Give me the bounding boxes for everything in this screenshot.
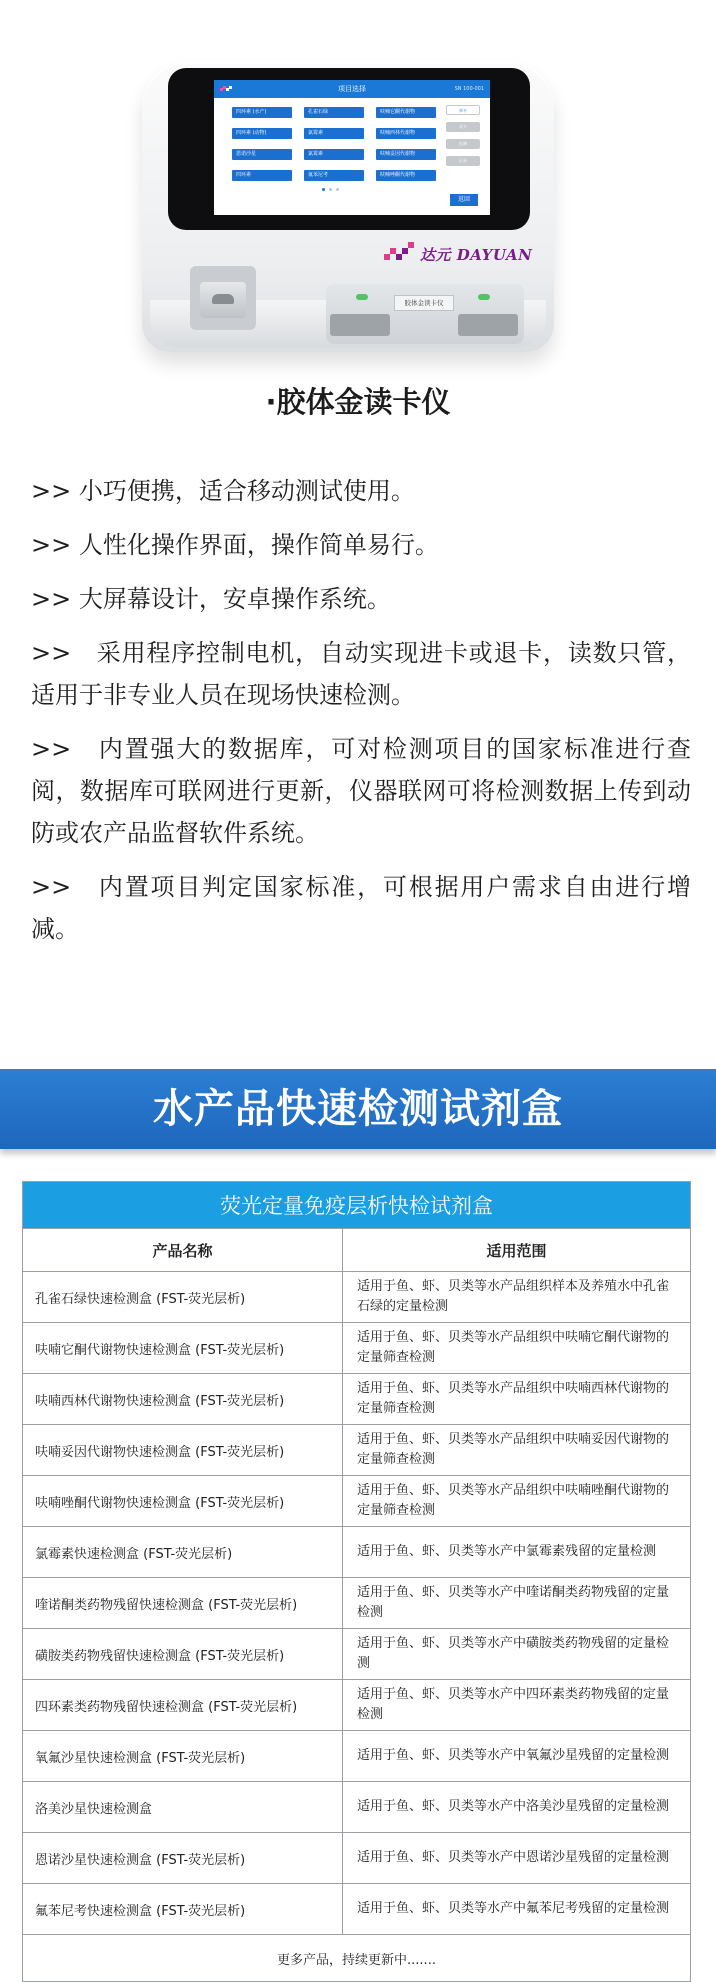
feature-item: >> 大屏幕设计，安卓操作系统。 — [31, 585, 391, 613]
table-row — [23, 1527, 691, 1578]
side-button[interactable]: 记录 — [446, 156, 480, 166]
product-name-cell: 洛美沙星快速检测盒 — [23, 1782, 343, 1833]
scope-cell: 适用于鱼、虾、贝类等水产品组织中呋喃唑酮代谢物的定量筛查检测 — [343, 1476, 691, 1527]
page-dot — [336, 188, 339, 191]
table-title-row — [23, 1182, 691, 1229]
printer-outlet — [212, 294, 234, 304]
table-row — [23, 1374, 691, 1425]
table-row — [23, 1833, 691, 1884]
table-row — [23, 1782, 691, 1833]
status-led-right — [478, 294, 490, 300]
reagent-table — [22, 1181, 691, 1982]
scope-cell: 适用于鱼、虾、贝类等水产中喹诺酮类药物残留的定量检测 — [343, 1578, 691, 1629]
product-name-cell: 四环素类药物残留快速检测盒 (FST-荧光层析) — [23, 1680, 343, 1731]
section-banner: 水产品快速检测试剂盒 — [0, 1069, 716, 1149]
status-led-left — [356, 294, 368, 300]
screen-tile[interactable]: 氯霉素 — [304, 128, 364, 139]
table-row — [23, 1476, 691, 1527]
scope-cell: 适用于鱼、虾、贝类等水产中氯霉素残留的定量检测 — [343, 1527, 691, 1578]
scope-cell: 适用于鱼、虾、贝类等水产中恩诺沙星残留的定量检测 — [343, 1833, 691, 1884]
product-name-cell: 喹诺酮类药物残留快速检测盒 (FST-荧光层析) — [23, 1578, 343, 1629]
product-name-cell: 呋喃它酮代谢物快速检测盒 (FST-荧光层析) — [23, 1323, 343, 1374]
screen-tile[interactable]: 呋喃唑酮代谢物 — [376, 170, 436, 181]
brand-logo-icon — [384, 242, 416, 264]
scope-cell: 适用于鱼、虾、贝类等水产中氟苯尼考残留的定量检测 — [343, 1884, 691, 1935]
more-products-note: 更多产品，持续更新中....... — [23, 1935, 691, 1982]
screen-tile[interactable]: 四环素 (动物) — [232, 128, 292, 139]
product-name-cell: 磺胺类药物残留快速检测盒 (FST-荧光层析) — [23, 1629, 343, 1680]
table-row — [23, 1731, 691, 1782]
table-row — [23, 1323, 691, 1374]
screen-tile[interactable]: 呋喃它酮代谢物 — [376, 107, 436, 118]
side-button[interactable]: 单卡 — [446, 105, 480, 115]
screen-tile-grid — [232, 107, 437, 181]
feature-item: >> 内置强大的数据库，可对检测项目的国家标准进行查阅，数据库可联网进行更新，仪器联网可将检测数据上传到动防或农产品监督软件系统。 — [31, 735, 691, 847]
table-header-row — [23, 1229, 691, 1272]
device-screen — [214, 80, 490, 215]
product-name-cell: 孔雀石绿快速检测盒 (FST-荧光层析) — [23, 1272, 343, 1323]
header-scope: 适用范围 — [343, 1229, 691, 1272]
screen-header — [214, 80, 490, 98]
screen-title: 项目选择 — [338, 85, 366, 93]
screen-tile[interactable]: 四环素 (水产) — [232, 107, 292, 118]
scope-cell: 适用于鱼、虾、贝类等水产中洛美沙星残留的定量检测 — [343, 1782, 691, 1833]
card-slot-left — [330, 314, 390, 336]
screen-tile[interactable]: 恩诺沙星 — [232, 149, 292, 160]
device-illustration — [0, 0, 716, 370]
feature-item: >> 小巧便携，适合移动测试使用。 — [31, 477, 415, 505]
product-table — [22, 1181, 690, 1982]
table-row — [23, 1425, 691, 1476]
product-name-cell: 呋喃妥因代谢物快速检测盒 (FST-荧光层析) — [23, 1425, 343, 1476]
more-products-row — [23, 1935, 691, 1982]
product-name-cell: 呋喃西林代谢物快速检测盒 (FST-荧光层析) — [23, 1374, 343, 1425]
table-row — [23, 1680, 691, 1731]
screen-tile[interactable]: 孔雀石绿 — [304, 107, 364, 118]
scope-cell: 适用于鱼、虾、贝类等水产品组织中呋喃妥因代谢物的定量筛查检测 — [343, 1425, 691, 1476]
screen-tile[interactable]: 氯霉素 — [304, 149, 364, 160]
screen-tile[interactable]: 氟苯尼考 — [304, 170, 364, 181]
brand-name: 达元 DAYUAN — [420, 246, 533, 264]
screen-tile[interactable]: 呋喃妥因代谢物 — [376, 149, 436, 160]
product-name-cell: 呋喃唑酮代谢物快速检测盒 (FST-荧光层析) — [23, 1476, 343, 1527]
scope-cell: 适用于鱼、虾、贝类等水产品组织中呋喃西林代谢物的定量筛查检测 — [343, 1374, 691, 1425]
table-row — [23, 1884, 691, 1935]
scope-cell: 适用于鱼、虾、贝类等水产中四环素类药物残留的定量检测 — [343, 1680, 691, 1731]
screen-id: SN 100-001 — [454, 86, 484, 92]
table-row — [23, 1578, 691, 1629]
feature-item: >> 内置项目判定国家标准，可根据用户需求自由进行增减。 — [31, 873, 691, 943]
page-indicator — [322, 188, 339, 191]
device-label: 胶体金读卡仪 — [394, 295, 454, 311]
side-button[interactable]: 双卡 — [446, 122, 480, 132]
product-title: ·胶体金读卡仪 — [265, 385, 451, 419]
scope-cell: 适用于鱼、虾、贝类等水产中氧氟沙星残留的定量检测 — [343, 1731, 691, 1782]
scope-cell: 适用于鱼、虾、贝类等水产品组织中呋喃它酮代谢物的定量筛查检测 — [343, 1323, 691, 1374]
page-dot — [322, 188, 325, 191]
table-row — [23, 1272, 691, 1323]
page-dot — [329, 188, 332, 191]
table-title: 荧光定量免疫层析快检试剂盒 — [23, 1182, 691, 1229]
product-name-cell: 氯霉素快速检测盒 (FST-荧光层析) — [23, 1527, 343, 1578]
header-product-name: 产品名称 — [23, 1229, 343, 1272]
table-row — [23, 1629, 691, 1680]
screen-tile[interactable]: 四环素 — [232, 170, 292, 181]
product-name-cell: 氧氟沙星快速检测盒 (FST-荧光层析) — [23, 1731, 343, 1782]
back-button[interactable]: 返回 — [450, 194, 478, 206]
screen-tile[interactable]: 呋喃西林代谢物 — [376, 128, 436, 139]
card-slot-right — [458, 314, 518, 336]
product-name-cell: 氟苯尼考快速检测盒 (FST-荧光层析) — [23, 1884, 343, 1935]
logo-icon — [220, 84, 232, 93]
feature-list — [31, 470, 691, 962]
feature-item: >> 人性化操作界面，操作简单易行。 — [31, 531, 439, 559]
product-name-cell: 恩诺沙星快速检测盒 (FST-荧光层析) — [23, 1833, 343, 1884]
side-button[interactable]: 检测 — [446, 139, 480, 149]
scope-cell: 适用于鱼、虾、贝类等水产中磺胺类药物残留的定量检测 — [343, 1629, 691, 1680]
scope-cell: 适用于鱼、虾、贝类等水产品组织样本及养殖水中孔雀石绿的定量检测 — [343, 1272, 691, 1323]
feature-item: >> 采用程序控制电机，自动实现进卡或退卡，读数只管，适用于非专业人员在现场快速检测。 — [31, 639, 691, 709]
screen-side-menu — [446, 105, 480, 166]
